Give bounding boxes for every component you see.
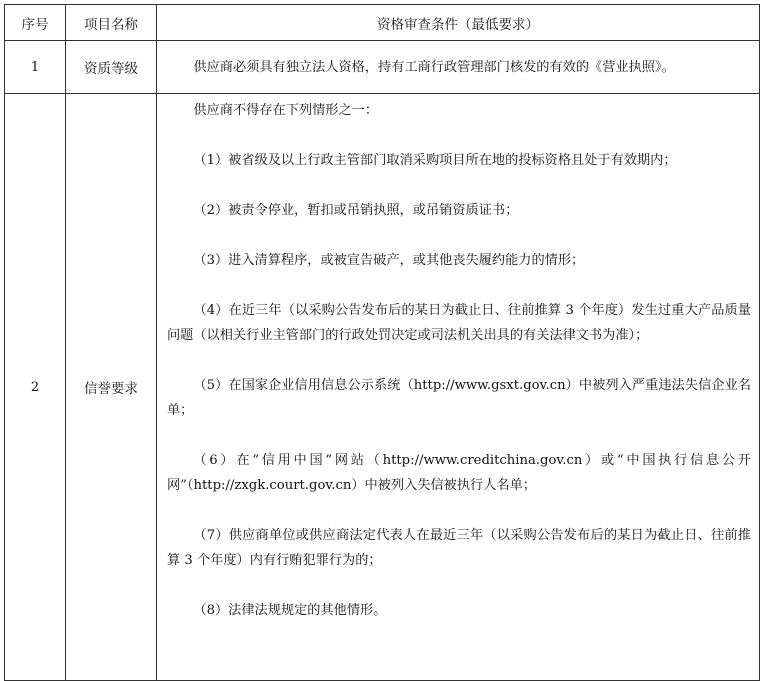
paragraph-gap [167,123,751,148]
requirement-item-7: （7）供应商单位或供应商法定代表人在最近三年（以采购公告发布后的某日为截止日、往前推算 3 个年度）内有行贿犯罪行为的； [167,528,751,568]
requirement-item-8: （8）法律法规规定的其他情形。 [193,603,387,618]
table-row [5,41,760,94]
header-requirements: 资格审查条件（最低要求） [157,5,760,41]
qualification-table [4,4,760,681]
header-serial-number: 序号 [5,5,66,41]
requirement-item-4: （4）在近三年（以采购公告发布后的某日为截止日、往前推算 3 个年度）发生过重大产品质量问题（以相关行业主管部门的行政处罚决定或司法机关出具的有关法律文书为准）； [167,303,751,343]
paragraph-gap [167,173,751,198]
header-item-name: 项目名称 [66,5,157,41]
paragraph-gap [167,223,751,248]
requirement-item-6: （6）在“信用中国”网站（http://www.creditchina.gov.cn）或“中国执行信息公开网”（http://zxgk.court.gov.cn）中被列入失信被执行人名单； [167,453,751,493]
row-serial-number: 1 [5,41,66,94]
row-requirements [157,41,760,94]
paragraph-gap [167,573,751,598]
header-row [5,5,760,41]
requirement-item-5: （5）在国家企业信用信息公示系统（http://www.gsxt.gov.cn）中被列入严重违法失信企业名单； [167,378,751,418]
paragraph-gap [167,423,751,448]
paragraph-gap [167,348,751,373]
table-row [5,94,760,681]
row-item-name: 资质等级 [66,41,157,94]
requirement-paragraph: 供应商必须具有独立法人资格，持有工商行政管理部门核发的有效的《营业执照》。 [193,59,675,75]
paragraph-gap [167,498,751,523]
requirement-intro: 供应商不得存在下列情形之一： [193,103,379,118]
requirement-item-2: （2）被责令停业，暂扣或吊销执照，或吊销资质证书； [193,203,519,218]
row-item-name: 信誉要求 [66,94,157,681]
row-serial-number: 2 [5,94,66,681]
requirement-item-1: （1）被省级及以上行政主管部门取消采购项目所在地的投标资格且处于有效期内； [193,153,677,168]
requirement-item-3: （3）进入清算程序，或被宣告破产，或其他丧失履约能力的情形； [193,253,585,268]
row-requirements [157,94,760,681]
paragraph-gap [167,273,751,298]
